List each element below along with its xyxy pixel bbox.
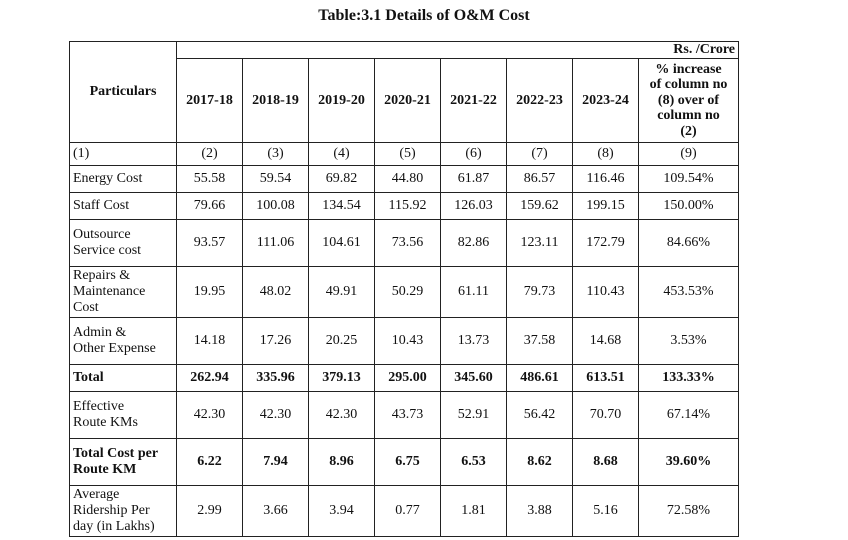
row-label xyxy=(70,193,177,220)
value-cell: 82.86 xyxy=(441,220,507,267)
percent-cell: 84.66% xyxy=(639,220,739,267)
row-label xyxy=(70,318,177,365)
value-cell: 111.06 xyxy=(243,220,309,267)
year-header: 2020-21 xyxy=(375,59,441,143)
year-header: 2017-18 xyxy=(177,59,243,143)
value-cell: 42.30 xyxy=(177,392,243,439)
value-cell: 5.16 xyxy=(573,486,639,537)
row-label xyxy=(70,439,177,486)
units-row xyxy=(70,42,739,59)
value-cell: 6.75 xyxy=(375,439,441,486)
value-cell: 19.95 xyxy=(177,267,243,318)
row-label-line: Route KM xyxy=(73,462,137,477)
value-cell: 3.66 xyxy=(243,486,309,537)
value-cell: 79.66 xyxy=(177,193,243,220)
row-label-line: Other Expense xyxy=(73,341,156,356)
column-index-cell: (3) xyxy=(243,143,309,166)
value-cell: 42.30 xyxy=(243,392,309,439)
value-cell: 79.73 xyxy=(507,267,573,318)
value-cell: 115.92 xyxy=(375,193,441,220)
column-index-cell: (1) xyxy=(70,143,177,166)
row-label-line: Average xyxy=(73,487,120,502)
row-label-line: Total xyxy=(73,370,104,385)
value-cell: 172.79 xyxy=(573,220,639,267)
percent-increase-header xyxy=(639,59,739,143)
value-cell: 116.46 xyxy=(573,166,639,193)
value-cell: 14.18 xyxy=(177,318,243,365)
value-cell: 3.88 xyxy=(507,486,573,537)
row-label-line: day (in Lakhs) xyxy=(73,519,155,534)
row-label-line: Cost xyxy=(73,300,99,315)
value-cell: 8.68 xyxy=(573,439,639,486)
value-cell: 110.43 xyxy=(573,267,639,318)
column-index-row xyxy=(70,143,739,166)
column-index-cell: (6) xyxy=(441,143,507,166)
row-label xyxy=(70,486,177,537)
percent-cell: 72.58% xyxy=(639,486,739,537)
year-header: 2021-22 xyxy=(441,59,507,143)
om-cost-table xyxy=(69,41,739,537)
row-label-line: Ridership Per xyxy=(73,503,150,518)
year-header: 2022-23 xyxy=(507,59,573,143)
percent-header-line: of column no xyxy=(649,77,728,93)
value-cell: 17.26 xyxy=(243,318,309,365)
percent-cell: 3.53% xyxy=(639,318,739,365)
value-cell: 20.25 xyxy=(309,318,375,365)
value-cell: 93.57 xyxy=(177,220,243,267)
value-cell: 55.58 xyxy=(177,166,243,193)
column-index-cell: (4) xyxy=(309,143,375,166)
value-cell: 262.94 xyxy=(177,365,243,392)
value-cell: 14.68 xyxy=(573,318,639,365)
table-title: Table:3.1 Details of O&M Cost xyxy=(318,7,530,24)
table-row xyxy=(70,486,739,537)
value-cell: 159.62 xyxy=(507,193,573,220)
value-cell: 37.58 xyxy=(507,318,573,365)
row-label-line: Effective xyxy=(73,399,125,414)
row-label-line: Outsource xyxy=(73,227,131,242)
column-index-cell: (8) xyxy=(573,143,639,166)
year-header: 2018-19 xyxy=(243,59,309,143)
value-cell: 70.70 xyxy=(573,392,639,439)
year-header: 2023-24 xyxy=(573,59,639,143)
percent-header-line: % increase xyxy=(655,61,722,77)
row-label-line: Staff Cost xyxy=(73,198,130,213)
value-cell: 1.81 xyxy=(441,486,507,537)
row-label-line: Total Cost per xyxy=(73,446,159,461)
percent-header-line: (2) xyxy=(680,123,697,139)
value-cell: 13.73 xyxy=(441,318,507,365)
column-index-cell: (9) xyxy=(639,143,739,166)
table-row xyxy=(70,220,739,267)
percent-cell: 109.54% xyxy=(639,166,739,193)
value-cell: 2.99 xyxy=(177,486,243,537)
value-cell: 134.54 xyxy=(309,193,375,220)
value-cell: 56.42 xyxy=(507,392,573,439)
table-row xyxy=(70,318,739,365)
value-cell: 104.61 xyxy=(309,220,375,267)
row-label-line: Energy Cost xyxy=(73,171,143,186)
column-index-cell: (5) xyxy=(375,143,441,166)
value-cell: 8.62 xyxy=(507,439,573,486)
column-index-cell: (7) xyxy=(507,143,573,166)
value-cell: 52.91 xyxy=(441,392,507,439)
value-cell: 379.13 xyxy=(309,365,375,392)
value-cell: 123.11 xyxy=(507,220,573,267)
row-label xyxy=(70,166,177,193)
value-cell: 44.80 xyxy=(375,166,441,193)
value-cell: 126.03 xyxy=(441,193,507,220)
row-label-line: Repairs & xyxy=(73,268,131,283)
value-cell: 6.22 xyxy=(177,439,243,486)
row-label xyxy=(70,220,177,267)
row-label-line: Service cost xyxy=(73,243,142,258)
row-label-line: Route KMs xyxy=(73,415,138,430)
percent-cell: 39.60% xyxy=(639,439,739,486)
value-cell: 86.57 xyxy=(507,166,573,193)
value-cell: 69.82 xyxy=(309,166,375,193)
value-cell: 50.29 xyxy=(375,267,441,318)
value-cell: 61.87 xyxy=(441,166,507,193)
value-cell: 100.08 xyxy=(243,193,309,220)
value-cell: 8.96 xyxy=(309,439,375,486)
particulars-header: Particulars xyxy=(70,42,177,143)
year-header: 2019-20 xyxy=(309,59,375,143)
percent-header-line: column no xyxy=(657,108,720,124)
row-label-line: Maintenance xyxy=(73,284,146,299)
table-row xyxy=(70,439,739,486)
table-row xyxy=(70,365,739,392)
percent-cell: 67.14% xyxy=(639,392,739,439)
table-row xyxy=(70,193,739,220)
value-cell: 59.54 xyxy=(243,166,309,193)
table-row xyxy=(70,166,739,193)
value-cell: 0.77 xyxy=(375,486,441,537)
value-cell: 42.30 xyxy=(309,392,375,439)
value-cell: 6.53 xyxy=(441,439,507,486)
percent-cell: 150.00% xyxy=(639,193,739,220)
percent-cell: 133.33% xyxy=(639,365,739,392)
value-cell: 61.11 xyxy=(441,267,507,318)
value-cell: 345.60 xyxy=(441,365,507,392)
value-cell: 199.15 xyxy=(573,193,639,220)
value-cell: 49.91 xyxy=(309,267,375,318)
row-label xyxy=(70,365,177,392)
column-index-cell: (2) xyxy=(177,143,243,166)
table-row xyxy=(70,392,739,439)
row-label xyxy=(70,392,177,439)
value-cell: 486.61 xyxy=(507,365,573,392)
value-cell: 10.43 xyxy=(375,318,441,365)
value-cell: 73.56 xyxy=(375,220,441,267)
table-row xyxy=(70,267,739,318)
percent-header-line: (8) over of xyxy=(657,92,720,108)
row-label-line: Admin & xyxy=(73,325,127,340)
value-cell: 7.94 xyxy=(243,439,309,486)
percent-cell: 453.53% xyxy=(639,267,739,318)
value-cell: 613.51 xyxy=(573,365,639,392)
value-cell: 295.00 xyxy=(375,365,441,392)
value-cell: 43.73 xyxy=(375,392,441,439)
value-cell: 48.02 xyxy=(243,267,309,318)
row-label xyxy=(70,267,177,318)
value-cell: 3.94 xyxy=(309,486,375,537)
units-label: Rs. /Crore xyxy=(177,42,739,59)
value-cell: 335.96 xyxy=(243,365,309,392)
